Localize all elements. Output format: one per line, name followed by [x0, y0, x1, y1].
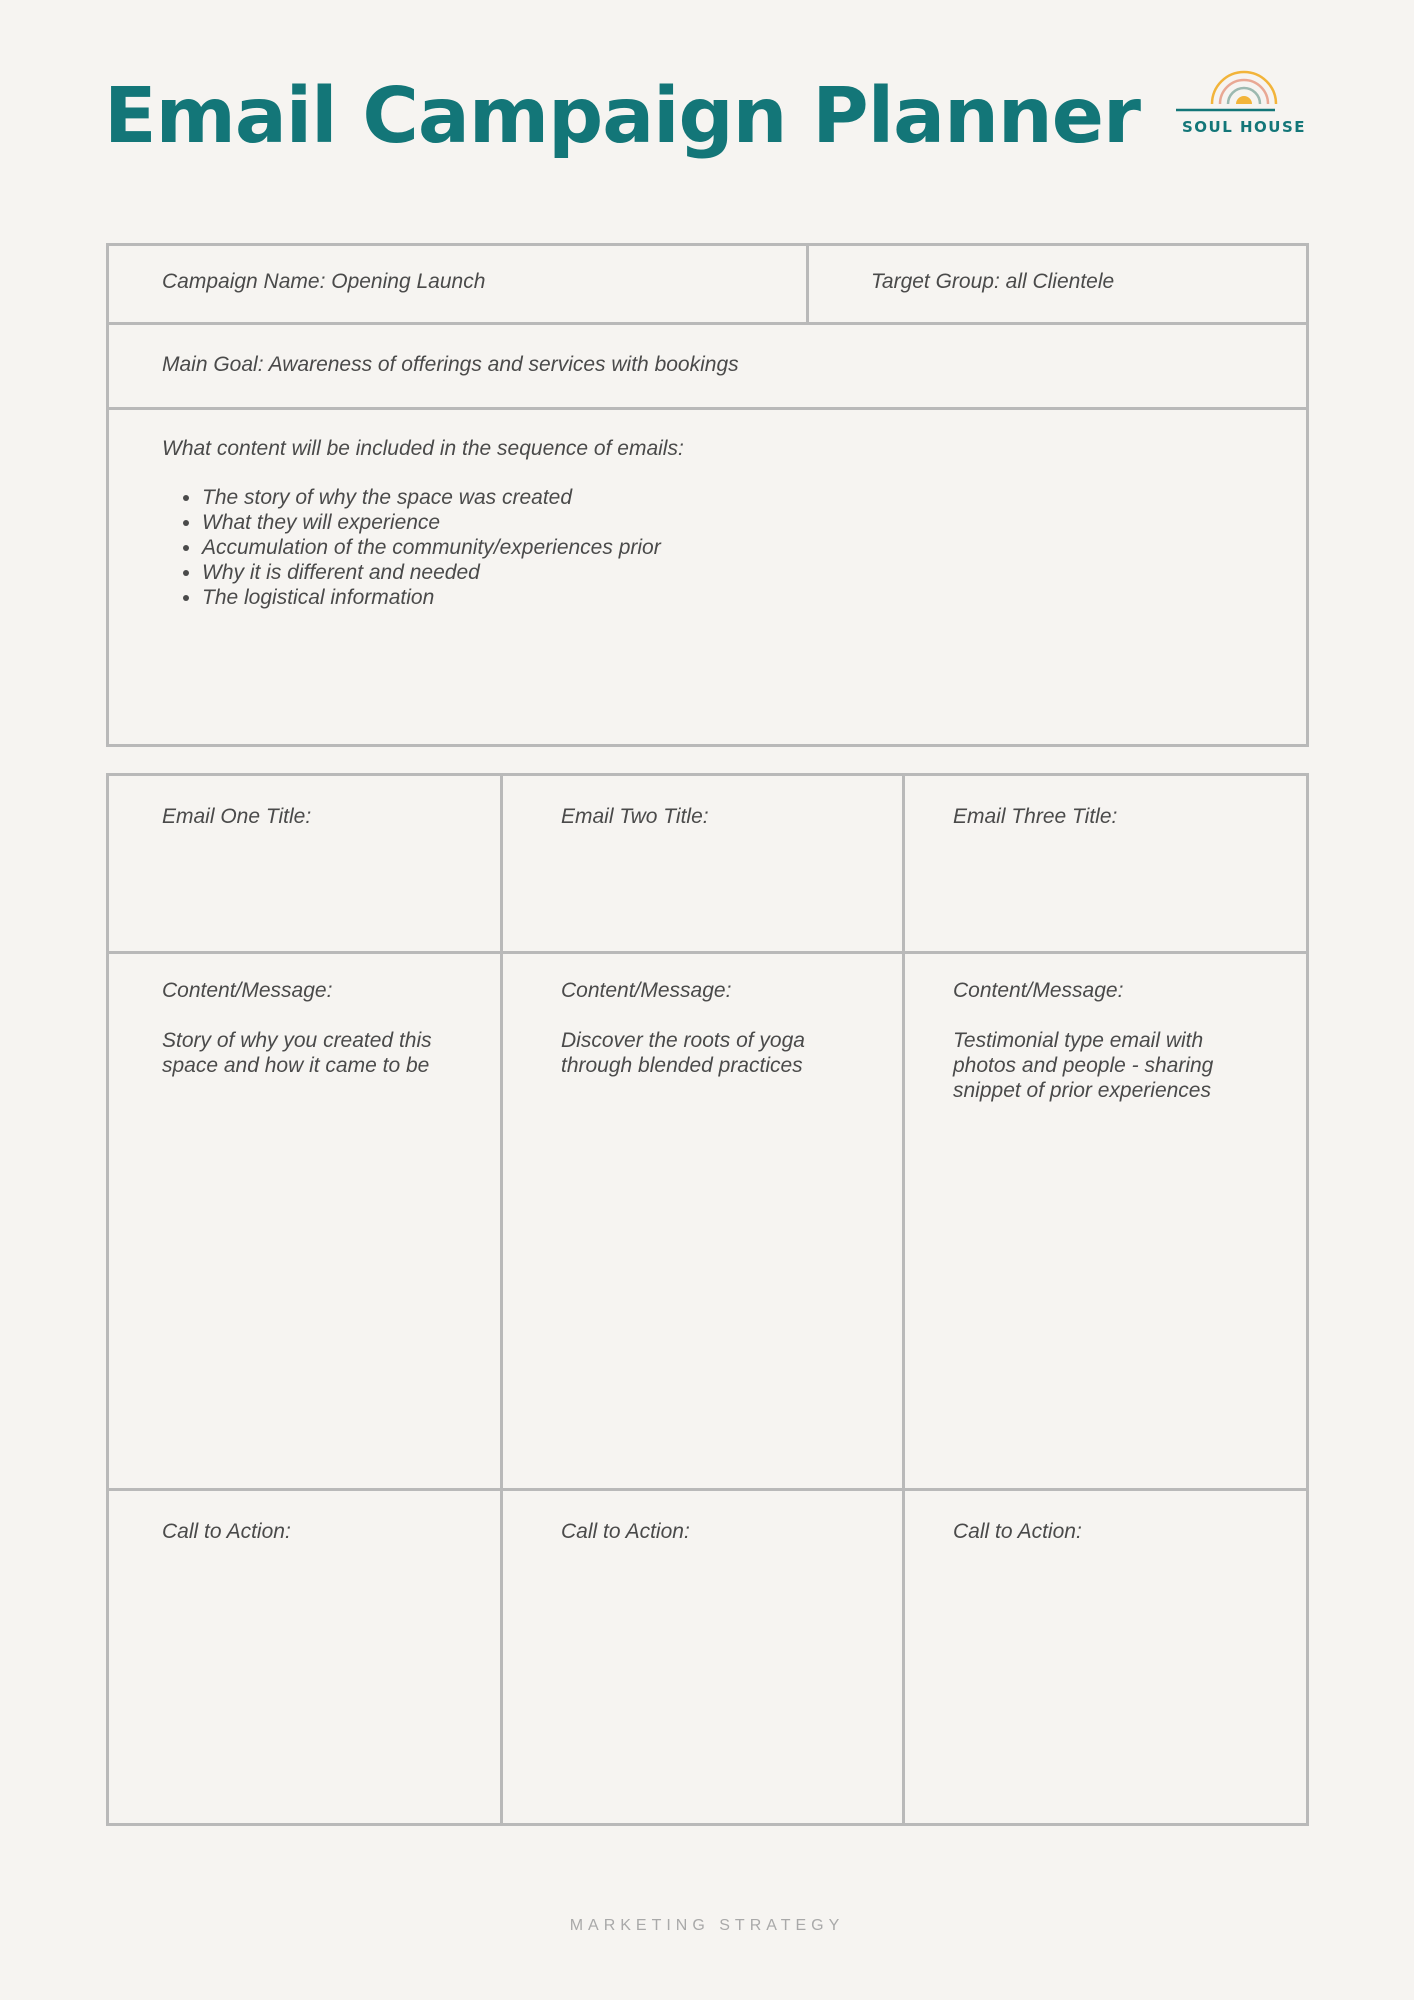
- grid-col-divider-1: [500, 773, 503, 1826]
- email-two-content: Discover the roots of yoga through blended practices: [561, 1029, 805, 1077]
- page-title: Email Campaign Planner: [104, 72, 1140, 161]
- email-two-title-label: Email Two Title:: [561, 805, 709, 828]
- email-one-content: Story of why you created this space and how it came to be: [162, 1029, 432, 1077]
- email-one-content-label: Content/Message:: [162, 979, 333, 1002]
- email-two-cta-label: Call to Action:: [561, 1520, 690, 1543]
- list-item: • Why it is different and needed: [202, 560, 661, 585]
- campaign-name-field: Campaign Name: Opening Launch: [162, 270, 486, 293]
- list-item: • What they will experience: [202, 510, 661, 535]
- email-three-content: Testimonial type email with photos and people - sharing snippet of prior experiences: [953, 1029, 1214, 1102]
- content-prompt: What content will be included in the sequence of emails:: [162, 437, 684, 460]
- list-item: • The logistical information: [202, 585, 661, 610]
- soul-house-logo: [1176, 66, 1312, 138]
- campaign-divider: [806, 243, 809, 324]
- campaign-row-divider-1: [106, 322, 1309, 325]
- email-three-cta-label: Call to Action:: [953, 1520, 1082, 1543]
- content-list: [162, 485, 661, 610]
- grid-row-divider-2: [106, 1488, 1309, 1491]
- footer-label: MARKETING STRATEGY: [569, 1917, 845, 1934]
- email-one-title-label: Email One Title:: [162, 805, 312, 828]
- email-two-content-label: Content/Message:: [561, 979, 732, 1002]
- campaign-row-divider-2: [106, 407, 1309, 410]
- rainbow-sun-icon: [1176, 66, 1312, 118]
- email-one-cta-label: Call to Action:: [162, 1520, 291, 1543]
- email-three-title-label: Email Three Title:: [953, 805, 1118, 828]
- grid-col-divider-2: [902, 773, 905, 1826]
- main-goal-field: Main Goal: Awareness of offerings and services with bookings: [162, 353, 739, 376]
- list-item: • Accumulation of the community/experiences prior: [202, 535, 661, 560]
- email-grid: [106, 773, 1309, 1826]
- logo-text: SOUL HOUSE: [1181, 118, 1307, 136]
- grid-row-divider-1: [106, 951, 1309, 954]
- target-group-field: Target Group: all Clientele: [871, 270, 1115, 293]
- email-three-content-label: Content/Message:: [953, 979, 1124, 1002]
- list-item: • The story of why the space was created: [202, 485, 661, 510]
